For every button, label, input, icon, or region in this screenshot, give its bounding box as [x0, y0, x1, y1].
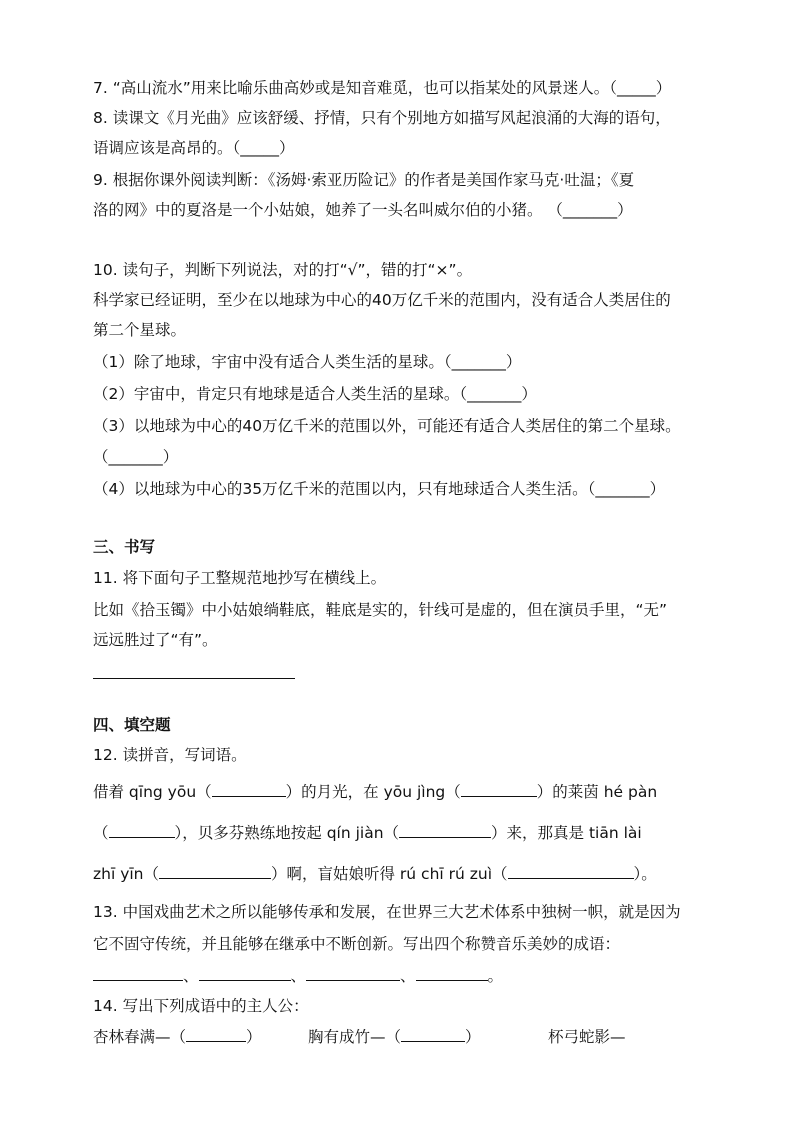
question-12-line1: 借着 qīng yōu（ ）的月光，在 yōu jìng（ ）的莱茵 hé pàn — [93, 783, 658, 801]
question-13-blanks: 、 、 、 。 — [93, 966, 503, 986]
question-9-line2: 洛的网》中的夏洛是一个小姑娘，她养了一头名叫威尔伯的小猪。 （_______） — [93, 201, 633, 219]
question-10-sub3-line1: （3）以地球为中心的40万亿千米的范围以外，可能还有适合人类居住的第二个星球。 — [93, 417, 681, 435]
question-11-head: 11. 将下面句子工整规范地抄写在横线上。 — [93, 569, 387, 587]
question-13-line2: 它不固守传统，并且能够在继承中不断创新。写出四个称赞音乐美妙的成语： — [93, 935, 621, 953]
question-10-sub2: （2）宇宙中，肯定只有地球是适合人类生活的星球。（_______） — [93, 385, 537, 403]
answer-blank-qinjian[interactable] — [399, 823, 491, 838]
answer-blank-tianlaizhiyin[interactable] — [159, 864, 271, 879]
answer-blank-qingyou[interactable] — [212, 782, 286, 797]
question-12-line3: zhī yīn（ ）啊，盲姑娘听得 rú chī rú zuì（ ）。 — [93, 865, 657, 883]
question-10-sub4: （4）以地球为中心的35万亿千米的范围以内，只有地球适合人类生活。（_______） — [93, 480, 666, 498]
question-8-line1: 8. 读课文《月光曲》应该舒缓、抒情，只有个别地方如描写风起浪涌的大海的语句， — [93, 109, 671, 127]
question-8-line2: 语调应该是高昂的。（_____） — [93, 139, 295, 157]
question-14-head: 14. 写出下列成语中的主人公： — [93, 997, 309, 1015]
question-9-line1: 9. 根据你课外阅读判断：《汤姆·索亚历险记》的作者是美国作家马克·吐温；《夏 — [93, 171, 635, 189]
answer-blank-hepan[interactable] — [109, 823, 175, 838]
section-4-title: 四、填空题 — [93, 716, 171, 734]
question-10-passage-line1: 科学家已经证明，至少在以地球为中心的40万亿千米的范围内，没有适合人类居住的 — [93, 291, 671, 309]
question-7: 7. “高山流水”用来比喻乐曲高妙或是知音难觅，也可以指某处的风景迷人。（_____） — [93, 79, 672, 97]
answer-blank-ruchiruzui[interactable] — [508, 864, 634, 879]
idiom-blank-4[interactable] — [416, 966, 488, 981]
question-10-sub1: （1）除了地球，宇宙中没有适合人类生活的星球。（_______） — [93, 353, 522, 371]
idiom-blank-3[interactable] — [306, 966, 400, 981]
question-10-sub3-line2: （_______） — [93, 448, 179, 466]
idiom-blank-2[interactable] — [199, 966, 291, 981]
question-12-line2: （ ），贝多芬熟练地按起 qín jiàn（ ）来，那真是 tiān lài — [93, 824, 642, 842]
question-14-item3: 杯弓蛇影— — [548, 1028, 626, 1046]
question-10-passage-line2: 第二个星球。 — [93, 321, 187, 339]
question-10-head: 10. 读句子，判断下列说法，对的打“√”，错的打“×”。 — [93, 261, 473, 279]
protagonist-blank-1[interactable] — [186, 1027, 246, 1042]
question-11-line1: 比如《拾玉镯》中小姑娘绱鞋底，鞋底是实的，针线可是虚的，但在演员手里，“无” — [93, 601, 668, 619]
question-12-head: 12. 读拼音，写词语。 — [93, 746, 247, 764]
idiom-blank-1[interactable] — [93, 966, 183, 981]
question-11-writing-line[interactable] — [93, 678, 295, 679]
question-13-line1: 13. 中国戏曲艺术之所以能够传承和发展，在世界三大艺术体系中独树一帜，就是因为 — [93, 903, 681, 921]
question-14-item2: 胸有成竹—（ ） — [308, 1028, 481, 1046]
question-11-line2: 远远胜过了“有”。 — [93, 631, 218, 649]
answer-blank-youjing[interactable] — [461, 782, 537, 797]
protagonist-blank-2[interactable] — [401, 1027, 465, 1042]
section-3-title: 三、书写 — [93, 538, 156, 556]
question-14-item1: 杏林春满—（ ） — [93, 1028, 262, 1046]
